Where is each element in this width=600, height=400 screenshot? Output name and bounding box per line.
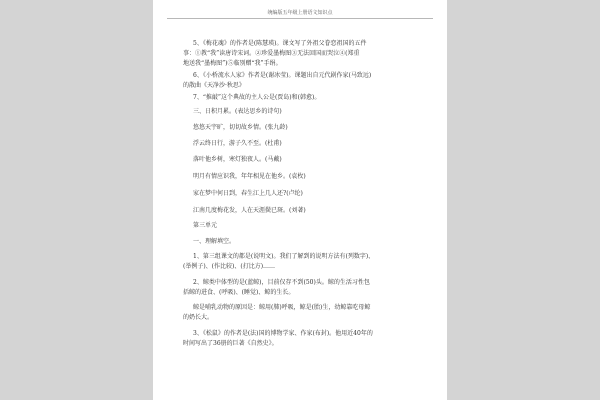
text-line: 3、《松鼠》的作者是(法)国的博物学家、作家(布封)。他用近40年的: [193, 330, 373, 337]
poem-line: 悠悠天宇旷，切切故乡情。(张九龄): [193, 124, 288, 131]
poem-line: 浮云终日行，游子久不至。(杜甫): [193, 140, 282, 147]
text-line: 地送我“墨梅图”)⑤临别赠“我”手绢。: [183, 60, 282, 67]
text-line: 2、鲸类中体型的是(蓝鲸)，目前仅存不到(50)头。鲸的生活习性包: [193, 279, 370, 286]
poem-line: 江南几度梅花发，人在天涯鬓已斑。(刘著): [193, 207, 306, 214]
poem-line: 家在梦中何日到，春生江上几人还?(卢纶): [193, 190, 303, 197]
page-header-title: 统编版五年级上册语文知识点: [267, 10, 333, 16]
text-line: 5、《梅花魂》的作者是(陈慧瑛)。课文写了外祖父眷恋祖国的五件: [193, 40, 367, 47]
text-line: 1、第三组课文的都是(说明文)。我们了解到的说明方法有(列数字)、: [193, 253, 375, 260]
text-line: 事：①教“我”读唐诗宋词。②珍爱墨梅图③无法回国而哭泣④(郑重: [183, 50, 360, 57]
text-line: 7、“推敲”这个典故的主人公是(贾岛)和(韩愈)。: [193, 94, 321, 101]
text-line: 的散曲《天净沙·秋思》: [183, 82, 245, 89]
section-heading: 一、理解填空。: [193, 238, 236, 245]
text-line: 6、《小桥流水人家》作者是(谢冰莹)。课题出自元代剧作家(马致远): [193, 72, 372, 79]
header-divider: [167, 18, 433, 19]
text-line: 的奶长大。: [183, 314, 214, 321]
text-line: 时间写出了36册的巨著《自然史》。: [183, 340, 278, 347]
document-page: [153, 0, 447, 400]
poem-line: 明月有情应识我，年年相见在他乡。(袁枚): [193, 173, 306, 180]
section-heading: 三、日积月累。(表达思乡的诗句): [193, 108, 282, 115]
unit-heading: 第三单元: [193, 222, 218, 229]
text-line: 鲸是哺乳动物的原因是：鲸用(肺)呼吸，鲸是(胎)生，幼鲸靠吃母鲸: [193, 304, 371, 311]
text-line: (举例子)、(作比较)、(打比方)……: [183, 263, 276, 270]
poem-line: 落叶他乡树，寒灯独夜人。(马戴): [193, 156, 282, 163]
text-line: 括鲸的进食、(呼吸)、(睡觉)、鲸的生长。: [183, 289, 295, 296]
